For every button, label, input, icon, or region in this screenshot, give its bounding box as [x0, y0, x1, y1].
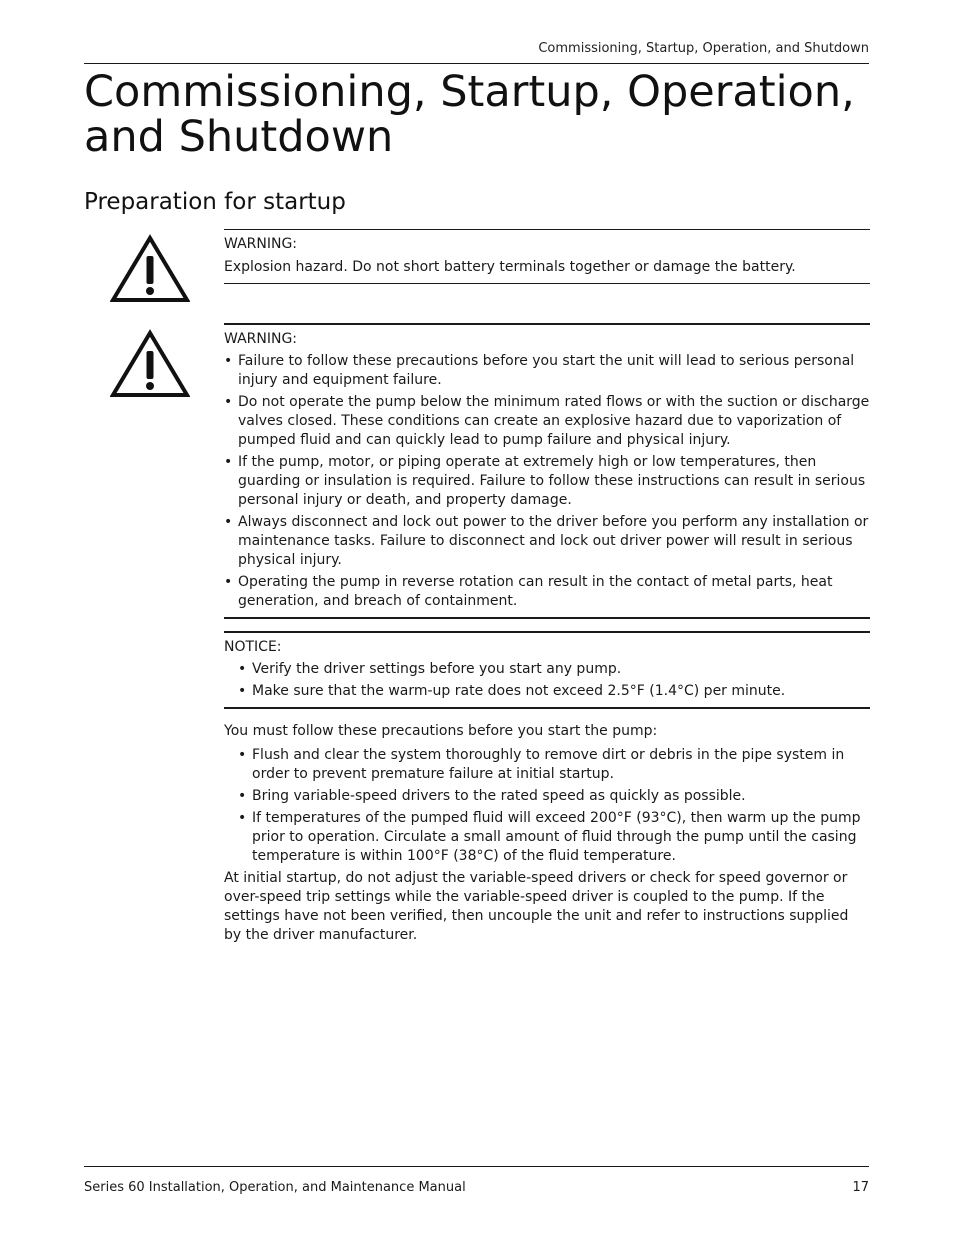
section-title: Preparation for startup — [84, 189, 346, 215]
page-title: Commissioning, Startup, Operation, and Shutdown — [84, 67, 855, 162]
warning-box-battery — [224, 229, 870, 284]
list-item: • Verify the driver settings before you start any pump. — [224, 660, 870, 679]
warning-triangle-icon — [110, 329, 190, 399]
warning-top-rule — [224, 323, 870, 325]
warning-label: WARNING: — [224, 236, 298, 252]
warning-label: WARNING: — [224, 331, 298, 347]
precautions-closing: At initial startup, do not adjust the variable-speed drivers or check for speed governor or over-speed trip settings while the variable-speed driver is coupled to the pump. If the settings have not been verified, then uncouple the unit and refer to instructions supplied by the driver manufacturer. — [224, 870, 849, 943]
warning-top-rule — [224, 229, 870, 230]
footer-rule — [84, 1166, 869, 1167]
list-item: • Bring variable-speed drivers to the rated speed as quickly as possible. — [224, 787, 870, 806]
list-item: • Do not operate the pump below the minimum rated flows or with the suction or discharge valves closed. These conditions can create an explosive hazard due to vaporization of pumped fluid and can quickly lead to pump failure and physical injury. — [224, 393, 870, 450]
notice-bottom-rule — [224, 707, 870, 709]
notice-top-rule — [224, 631, 870, 633]
warning-bottom-rule — [224, 617, 870, 619]
list-item: • If temperatures of the pumped fluid will exceed 200°F (93°C), then warm up the pump prior to operation. Circulate a small amount of fluid through the pump until the casing temperature is within 100°F (38°C) of the fluid temperature. — [224, 809, 870, 866]
notice-list — [224, 660, 870, 701]
notice-box — [224, 631, 870, 709]
list-item: • Operating the pump in reverse rotation can result in the contact of metal parts, heat generation, and breach of containment. — [224, 573, 870, 611]
warning-text: Explosion hazard. Do not short battery terminals together or damage the battery. — [224, 259, 796, 275]
precautions-intro: You must follow these precautions before you start the pump: — [224, 723, 658, 739]
list-item: • Failure to follow these precautions before you start the unit will lead to serious personal injury and equipment failure. — [224, 352, 870, 390]
warning-triangle-icon — [110, 234, 190, 304]
precautions-list — [224, 746, 870, 866]
footer-manual-title: Series 60 Installation, Operation, and Maintenance Manual — [84, 1180, 466, 1195]
warning-box-precautions — [224, 323, 870, 619]
list-item: • Always disconnect and lock out power to the driver before you perform any installation or maintenance tasks. Failure to disconnect and lock out driver power will result in serious physical injury. — [224, 513, 870, 570]
notice-label: NOTICE: — [224, 639, 282, 655]
list-item: • Flush and clear the system thoroughly to remove dirt or debris in the pipe system in order to prevent premature failure at initial startup. — [224, 746, 870, 784]
warning-bottom-rule — [224, 283, 870, 284]
header-rule — [84, 63, 869, 64]
list-item: • If the pump, motor, or piping operate at extremely high or low temperatures, then guarding or insulation is required. Failure to follow these instructions can result in serious personal injury or death, and property damage. — [224, 453, 870, 510]
list-item: • Make sure that the warm-up rate does not exceed 2.5°F (1.4°C) per minute. — [224, 682, 870, 701]
running-header: Commissioning, Startup, Operation, and Shutdown — [538, 41, 869, 56]
page-number: 17 — [852, 1180, 869, 1195]
precautions-section — [224, 722, 870, 945]
warning-list — [224, 352, 870, 611]
